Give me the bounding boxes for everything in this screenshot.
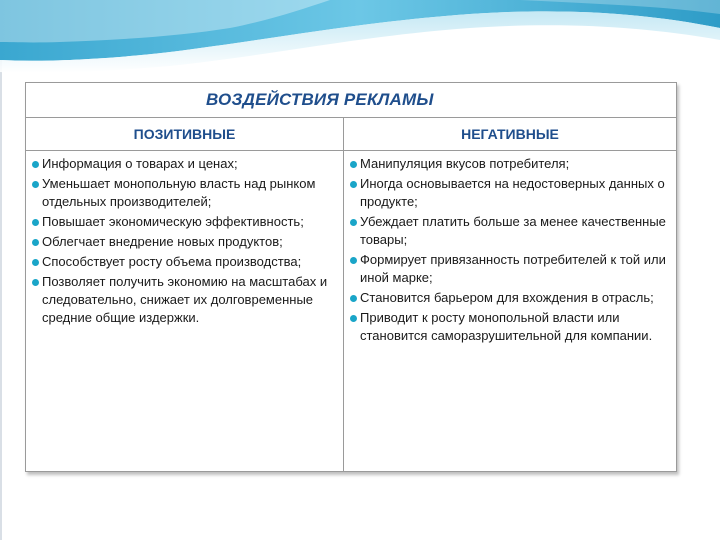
list-item-text: Становится барьером для вхождения в отрасль; xyxy=(360,290,654,305)
list-item-text: Манипуляция вкусов потребителя; xyxy=(360,156,570,171)
positive-column xyxy=(26,151,344,472)
list-item-text: Приводит к росту монопольной власти или становится саморазрушительной для компании. xyxy=(360,310,653,343)
bullet-icon xyxy=(32,239,39,246)
negative-column xyxy=(344,151,677,472)
list-item-text: Формирует привязанность потребителей к той или иной марке; xyxy=(360,252,666,285)
list-item xyxy=(350,155,670,173)
list-item-text: Облегчает внедрение новых продуктов; xyxy=(42,234,283,249)
table-title: ВОЗДЕЙСТВИЯ РЕКЛАМЫ xyxy=(26,83,677,118)
list-item xyxy=(350,175,670,211)
negative-list xyxy=(350,155,670,345)
bullet-icon xyxy=(32,279,39,286)
bullet-icon xyxy=(350,181,357,188)
positive-header: ПОЗИТИВНЫЕ xyxy=(26,118,344,151)
positive-list xyxy=(32,155,337,327)
list-item xyxy=(32,253,337,271)
list-item xyxy=(32,175,337,211)
list-item xyxy=(350,309,670,345)
bullet-icon xyxy=(32,161,39,168)
list-item-text: Убеждает платить больше за менее качественные товары; xyxy=(360,214,666,247)
advertising-effects-table xyxy=(25,82,677,472)
bullet-icon xyxy=(32,181,39,188)
bullet-icon xyxy=(32,219,39,226)
list-item xyxy=(350,213,670,249)
list-item xyxy=(32,273,337,327)
bullet-icon xyxy=(350,161,357,168)
bullet-icon xyxy=(350,315,357,322)
list-item-text: Информация о товарах и ценах; xyxy=(42,156,238,171)
list-item xyxy=(350,251,670,287)
list-item-text: Повышает экономическую эффективность; xyxy=(42,214,304,229)
list-item xyxy=(350,289,670,307)
list-item-text: Иногда основывается на недостоверных данных о продукте; xyxy=(360,176,665,209)
bullet-icon xyxy=(32,259,39,266)
list-item-text: Способствует росту объема производства; xyxy=(42,254,302,269)
list-item xyxy=(32,155,337,173)
list-item-text: Уменьшает монопольную власть над рынком отдельных производителей; xyxy=(42,176,316,209)
bullet-icon xyxy=(350,219,357,226)
list-item xyxy=(32,233,337,251)
list-item-text: Позволяет получить экономию на масштабах и следовательно, снижает их долговременные средние общие издержки. xyxy=(42,274,328,325)
bullet-icon xyxy=(350,257,357,264)
bullet-icon xyxy=(350,295,357,302)
negative-header: НЕГАТИВНЫЕ xyxy=(344,118,677,151)
list-item xyxy=(32,213,337,231)
